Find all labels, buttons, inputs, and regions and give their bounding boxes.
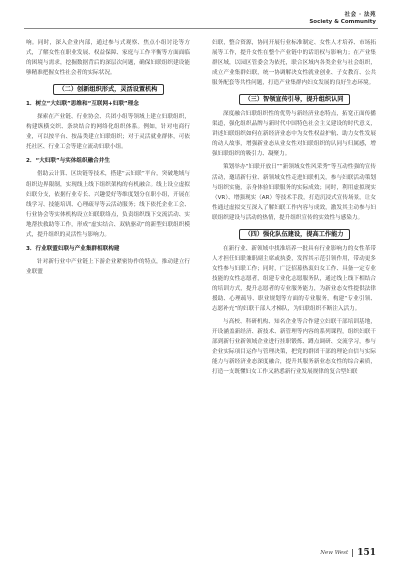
subheading: 3．行业联盟妇联与产业集群相联构建	[26, 245, 120, 252]
header-section-cn: 社会 · 法苑	[344, 12, 376, 18]
page-number: 151	[357, 548, 376, 558]
paragraph: 借助云计算、区块链等技术，搭建“云妇联”平台，突破地域与组织边界限制，实现线上线下组织架构的有机融合。线上设立虚拟妇联分支，依据行业专长、兴趣爱好等维度划分在职小组，开展在线学习、技能培训、心理疏导等云活动服务；线下依托企业工会、行业协会等实体机构设立妇联联络点，负责组织线下交流活动、实地帮扶救助等工作，形成“虚实结合、双轨驱动”的新型妇联组织模式，提升组织的灵活性与影响力。	[26, 171, 190, 238]
header-section-en: Society & Community	[309, 19, 376, 25]
footer-brand: New West	[320, 550, 349, 556]
section-heading	[212, 94, 376, 105]
subheading: 2．“大妇联”与实体组织融合并生	[26, 158, 110, 165]
paragraph: 在新行业、新领域中找准培养一批具有行业影响力的女性革带人才担任妇联兼职副主席或执委，发挥其示范引领作用，带动更多女性参与妇联工作；同时，广泛招募热衷妇女工作、具备一定专业技能的女性志愿者，组建专业化志愿服务队，通过线上线下相结合的培训方式，提升志愿者的专业服务能力，为新业态女性提供法律援助、心理疏导、职业规划等方面的专业服务，构建“专业引领、志愿补充”的妇联干部人才梯队，为妇联组织不断注入活力。	[212, 245, 376, 313]
page-footer	[320, 548, 376, 558]
header-rule	[24, 28, 378, 29]
paragraph: 策划举办“妇联开放日”“新领域女性风采秀”等互动性强的宣传活动，邀请新行业、新领域女性走进妇联机关，参与妇联活动策划与组织实施，亲身体验妇联服务的实际成效；同时，利用虚拟现实（VR）、增强现实（AR）等技术手段，打造沉浸式宣传场景，让女性通过虚拟交互深入了解妇联工作内容与成效，激发其主动参与妇联组织建设与活动的热情，提升组织宣传的实效性与感染力。	[212, 164, 376, 221]
section-heading	[26, 84, 190, 95]
left-column	[26, 38, 190, 277]
paragraph: 针对新行业中产业链上下游企业紧密协作的特点，推动建立行业联盟	[26, 258, 190, 275]
paragraph: 妇联，整合资源，协同开展行业标准制定、女性人才培养、市场拓展等工作，提升女性在整个产业链中的话语权与影响力；在产业集群区域，以园区管委会为依托，联合区域内各类企业与社会组织，成立产业集群妇联，统一协调解决女性就业创业、子女教育、公共服务配套等共性问题，打造产业集群内妇女发展的良好生态环境。	[212, 40, 376, 87]
page-header	[309, 12, 376, 26]
paragraph: 响。同时，深入企业内部，通过参与式观察、焦点小组讨论等方式，了解女性在职业发展、权益保障、家庭与工作平衡等方面面临的困境与需求，挖掘数据背后的深层次问题，确保妇联组织建设能够精准把握女性社会者的实际状况。	[26, 40, 190, 77]
section-heading-label: （二）创新组织形式，灵活设置机构	[53, 84, 164, 95]
section-heading-label: （四）强化队伍建设，提高工作能力	[239, 229, 350, 240]
subheading: 1．树立“大妇联”思维和“互联网+妇联”理念	[26, 101, 139, 108]
right-column	[212, 38, 376, 377]
section-heading-label: （三）智领宣传引导，提升组织认同	[239, 94, 350, 105]
paragraph: 探索在产业链、行业协会、兵团小组等领域上建立妇联组织，构建纵横交织、条块结合的网络化组织体系。例如，针对电商行业，可以按平台、按品类建立妇联组织；对于灵活就业群体，可依托社区、行业工会等建立流动妇联小组。	[26, 114, 190, 151]
section-heading	[212, 229, 376, 240]
footer-divider	[352, 549, 353, 557]
paragraph: 与高校、科研机构、知名企业等合作建立妇联干部培训基地，开设涵盖新经济、新技术、新管理等内容的系列课程，组织妇联干部到新行业新领域企业进行挂职锻炼、蹲点调研、交流学习，参与企业实际项目运作与管理决策，把党的群团干部的理论自信与实际能力与新经济业态深度融合，提升其服务新业态女性的综合素质，打造一支既懂妇女工作又熟悉新行业发展规律的复合型妇联	[212, 319, 376, 376]
paragraph: 深度融合妇联组织性的优势与新经济业态特点，拓宽正面传播渠道，强化组织品牌与新时代中国特色社会主义建设的时代意义，讲述妇联组织如何在新经济业态中为女性权益护航、助力女性发展的动人故事，增强新业态从业女性对妇联组织的认同与归属感，增强妇联组织的吸引力、凝聚力。	[212, 111, 376, 158]
